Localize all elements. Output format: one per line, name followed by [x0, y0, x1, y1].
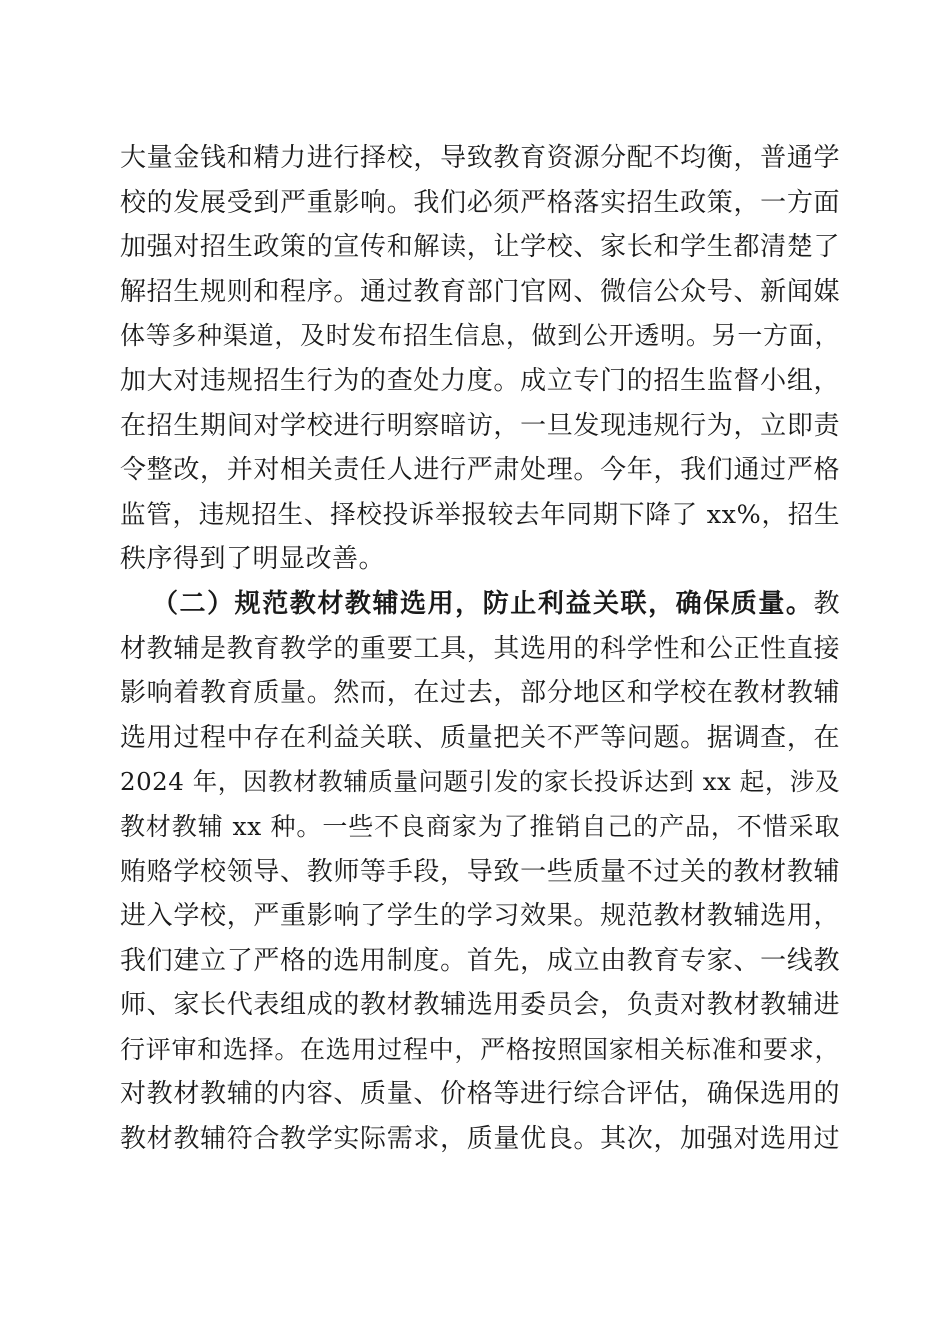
text-line: 进入学校，严重影响了学生的学习效果。规范教材教辅选用， — [120, 901, 840, 932]
text-line: 贿赂学校领导、教师等手段，导致一些质量不过关的教材教辅 — [120, 856, 840, 887]
text-line: 2024 年，因教材教辅质量问题引发的家长投诉达到 xx 起，涉及 — [120, 767, 840, 797]
text-line: 加强对招生政策的宣传和解读，让学校、家长和学生都清楚了 — [120, 232, 840, 263]
text-line: 材教辅是教育教学的重要工具，其选用的科学性和公正性直接 — [120, 633, 840, 664]
text-line: 师、家长代表组成的教材教辅选用委员会，负责对教材教辅进 — [120, 990, 840, 1021]
section-heading-line — [120, 582, 840, 627]
text-line: 在招生期间对学校进行明察暗访，一旦发现违规行为，立即责 — [120, 410, 840, 441]
text-line: 影响着教育质量。然而，在过去，部分地区和学校在教材教辅 — [120, 678, 840, 709]
text-line: 教材教辅 xx 种。一些不良商家为了推销自己的产品，不惜采取 — [120, 811, 840, 841]
text-line: 体等多种渠道，及时发布招生信息，做到公开透明。另一方面， — [120, 321, 840, 351]
text-line: 选用过程中存在利益关联、质量把关不严等问题。据调查，在 — [120, 722, 840, 753]
paragraph-2 — [120, 582, 840, 1162]
text-line: 秩序得到了明显改善。 — [120, 544, 386, 575]
text-line: 教材教辅符合教学实际需求，质量优良。其次，加强对选用过 — [120, 1124, 840, 1155]
text-line: 监管，违规招生、择校投诉举报较去年同期下降了 xx%，招生 — [120, 499, 840, 530]
text-line: 大量金钱和精力进行择校，导致教育资源分配不均衡，普通学 — [120, 143, 840, 173]
section-heading: （二）规范教材教辅选用，防止利益关联，确保质量。 — [152, 588, 814, 619]
text-line: 加大对违规招生行为的查处力度。成立专门的招生监督小组， — [120, 365, 840, 396]
text-line: 对教材教辅的内容、质量、价格等进行综合评估，确保选用的 — [120, 1079, 840, 1110]
paragraph-1 — [120, 136, 840, 582]
text-line: 校的发展受到严重影响。我们必须严格落实招生政策，一方面 — [120, 187, 840, 218]
body-text — [120, 136, 840, 1162]
text-line: 我们建立了严格的选用制度。首先，成立由教育专家、一线教 — [120, 945, 840, 976]
text-line: 令整改，并对相关责任人进行严肃处理。今年，我们通过严格 — [120, 455, 840, 486]
text-fragment: 教 — [813, 588, 840, 619]
text-line: 行评审和选择。在选用过程中，严格按照国家相关标准和要求， — [120, 1034, 840, 1064]
text-line: 解招生规则和程序。通过教育部门官网、微信公众号、新闻媒 — [120, 276, 840, 307]
